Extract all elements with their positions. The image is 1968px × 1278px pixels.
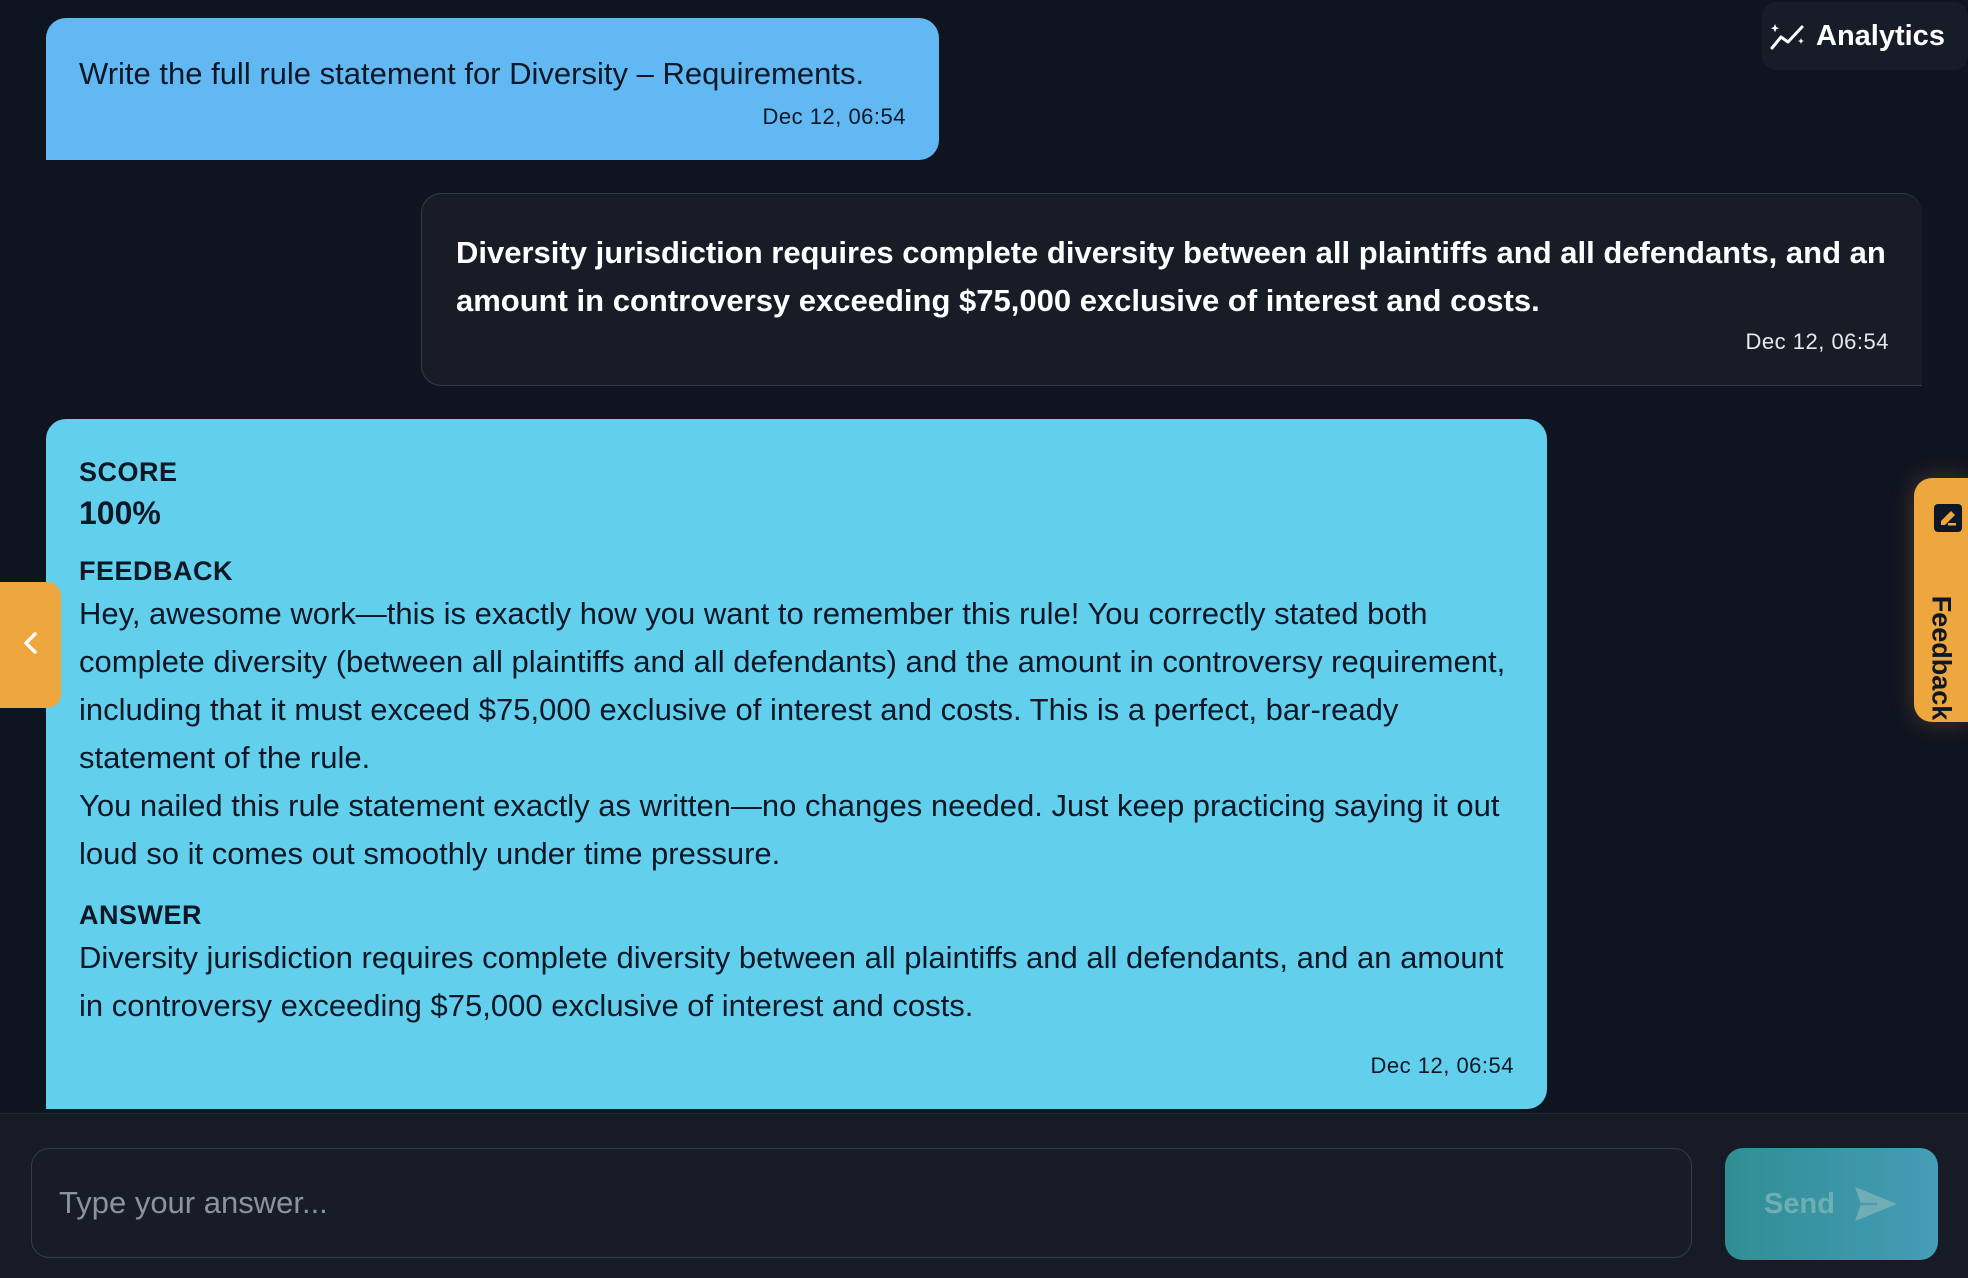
question-message xyxy=(46,18,939,160)
chevron-left-icon xyxy=(21,630,41,661)
user-answer-text: Diversity jurisdiction requires complete diversity between all plaintiffs and all defendants, and an amount in controversy exceeding $75,000 exclusive of interest and costs. xyxy=(456,235,1886,318)
feedback-paragraph: Hey, awesome work—this is exactly how you want to remember this rule! You correctly stated both complete diversity (between all plaintiffs and all defendants) and the amount in controversy requirement, including that it must exceed $75,000 exclusive of interest and costs. This is a perfect, bar-ready statement of the rule. xyxy=(79,596,1506,775)
feedback-paragraph: You nailed this rule statement exactly as written—no changes needed. Just keep practicing saying it out loud so it comes out smoothly under time pressure. xyxy=(79,788,1500,871)
feedback-heading: FEEDBACK xyxy=(79,556,234,586)
composer-bar xyxy=(0,1113,1968,1278)
send-button[interactable] xyxy=(1725,1148,1938,1260)
analytics-label: Analytics xyxy=(1816,19,1945,52)
evaluation-message xyxy=(46,419,1547,1109)
paper-plane-icon xyxy=(1853,1185,1899,1223)
collapse-panel-tab[interactable] xyxy=(0,582,61,708)
question-text: Write the full rule statement for Diversity – Requirements. xyxy=(79,56,865,91)
score-value: 100% xyxy=(79,495,161,531)
evaluation-timestamp: Dec 12, 06:54 xyxy=(1370,1053,1514,1078)
feedback-tab[interactable] xyxy=(1914,478,1968,722)
user-answer-message xyxy=(421,193,1922,386)
analytics-trend-icon xyxy=(1768,20,1808,52)
answer-heading: ANSWER xyxy=(79,900,202,930)
analytics-button[interactable] xyxy=(1762,2,1968,70)
feedback-pencil-icon xyxy=(1932,502,1964,534)
answer-input[interactable] xyxy=(31,1148,1692,1258)
question-timestamp: Dec 12, 06:54 xyxy=(762,104,906,129)
feedback-body xyxy=(79,590,1514,878)
feedback-tab-label: Feedback xyxy=(1926,595,1957,721)
user-answer-timestamp: Dec 12, 06:54 xyxy=(1745,329,1889,354)
score-heading: SCORE xyxy=(79,457,178,487)
model-answer-text: Diversity jurisdiction requires complete diversity between all plaintiffs and all defendants, and an amount in controversy exceeding $75,000 exclusive of interest and costs. xyxy=(79,940,1504,1023)
send-label: Send xyxy=(1764,1187,1835,1220)
